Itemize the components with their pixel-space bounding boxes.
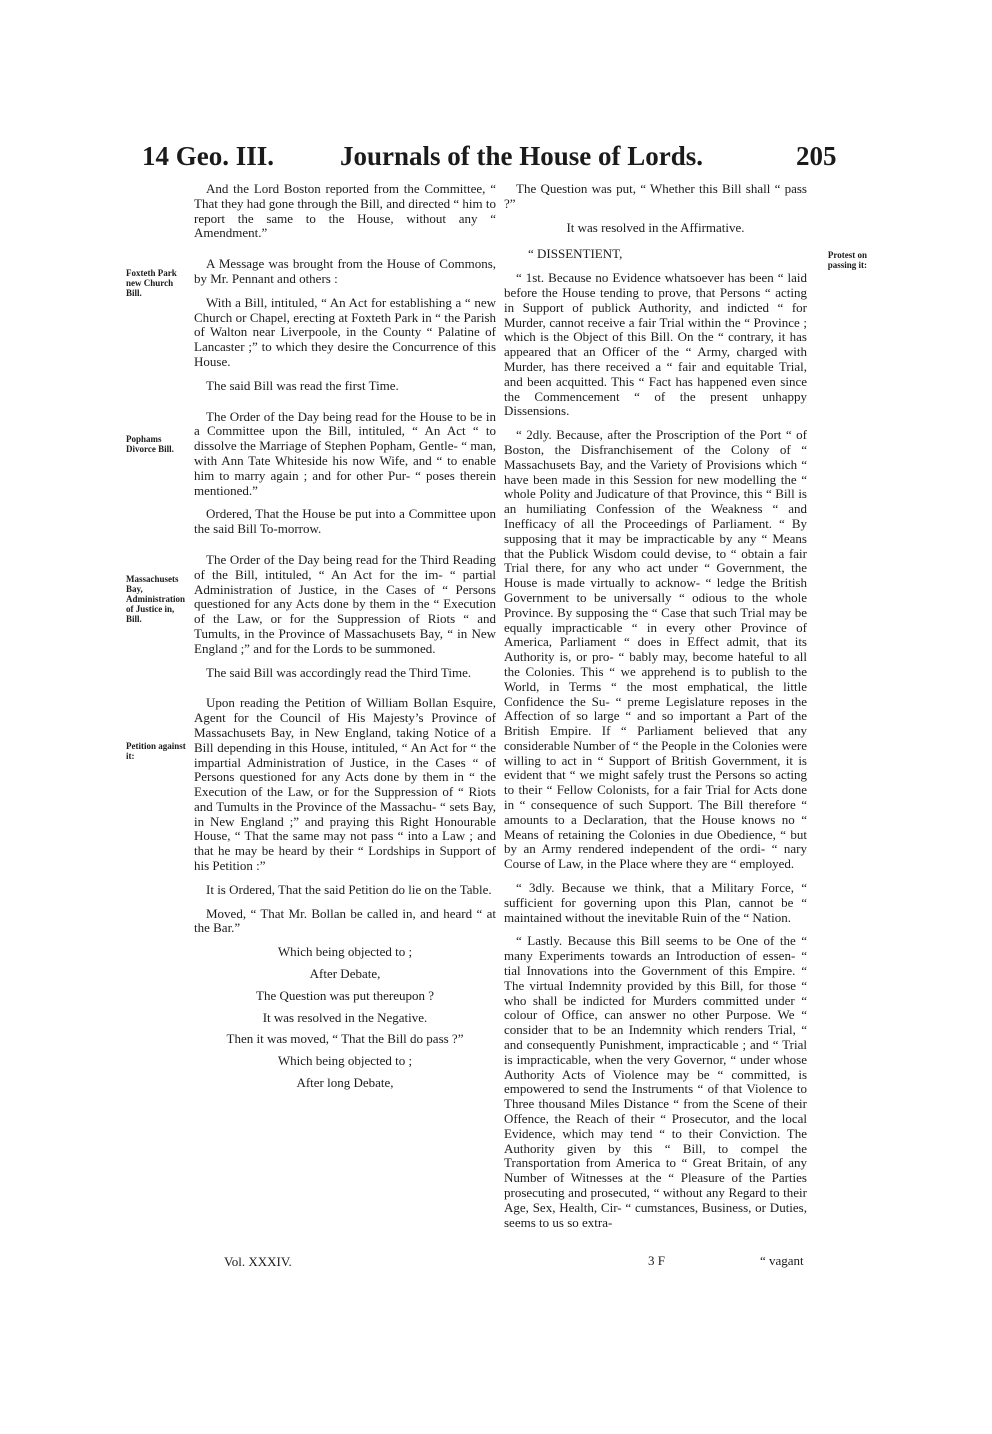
dissentient-heading: “ DISSENTIENT, — [528, 246, 623, 262]
left-line-12: Which being objected to ; — [277, 944, 413, 960]
margin-note-protest: Protest on passing it: — [827, 250, 867, 270]
left-para-3: With a Bill, intituled, “ An Act for establishing a “ new Church or Chapel, erecting at Foxteth Park in “ the Parish of Walton near Liverpoole, in the County “ Palatine of Lancaster ;” to which they desire the Concurrence of this House. — [194, 294, 496, 369]
footer-catchword: “ vagant — [760, 1253, 804, 1268]
left-para-10: It is Ordered, That the said Petition do lie on the Table. — [206, 881, 492, 897]
right-para-6: “ 3dly. Because we think, that a Military Force, “ sufficient for governing upon this Plan, cannot be “ maintained without the inevitable Ruin of the “ Nation. — [504, 880, 807, 925]
margin-note-petition: Petition against it: — [126, 741, 186, 761]
footer-signature: 3 F — [648, 1253, 665, 1268]
left-line-14: The Question was put thereupon ? — [256, 987, 434, 1003]
margin-note-popham: Pophams Divorce Bill. — [126, 434, 174, 454]
left-line-18: After long Debate, — [296, 1075, 394, 1091]
header-title: Journals of the House of Lords. — [340, 141, 704, 171]
left-line-16: Then it was moved, “ That the Bill do pass ?” — [226, 1031, 464, 1047]
left-line-13: After Debate, — [309, 966, 381, 982]
left-para-8: The said Bill was accordingly read the Third Time. — [206, 664, 472, 680]
footer-volume: Vol. XXXIV. — [224, 1254, 292, 1269]
margin-note-foxteth: Foxteth Park new Church Bill. — [126, 268, 177, 298]
left-para-7: The Order of the Day being read for the Third Reading of the Bill, intituled, “ An Act for the im- “ partial Administration of Justice, in the Cases of “ Persons questioned for any Acts done by them in the “ Execution of the Law, or for the Suppression of Riots “ and Tumults, in the Province of Massachusets Bay, “ in New England ;” and for the Lords to be summoned. — [194, 551, 496, 656]
left-para-1: And the Lord Boston reported from the Committee, “ That they had gone through the Bill, and directed “ him to report the same to the House, without any “ Amendment.” — [194, 181, 496, 241]
left-line-17: Which being objected to ; — [277, 1053, 413, 1069]
margin-note-massachusets: Massachusets Bay, Administration of Justice in, Bill. — [126, 574, 186, 624]
left-para-11: Moved, “ That Mr. Bollan be called in, and heard “ at the Bar.” — [194, 905, 496, 936]
left-para-2: A Message was brought from the House of Commons, by Mr. Pennant and others : — [194, 256, 496, 286]
left-para-4: The said Bill was read the first Time. — [206, 377, 399, 393]
right-line-2: It was resolved in the Affirmative. — [566, 219, 745, 235]
right-para-5: “ 2dly. Because, after the Proscription of the Port “ of Boston, the Disfranchisement of the Colony of “ Massachusets Bay, and the Variety of Provisions which “ have been made in this Session for new modelling the “ whole Polity and Judicature of that Province, this “ Bill is an humiliating Confession of the Weakness “ and Inefficacy of all the Proceedings of Parliament. “ By supposing that it may be impracticable by any “ Means that the Publick Wisdom could devise, to “ obtain a fair Trial there, for any who act under “ Government, the House is made virtually to acknow- “ ledge the British Government to be universally “ odious to the whole Province. By supposing the “ Case that such Trial may be equally impracticable “ in every other Province of America, Parliament “ does in Effect admit, that its Authority is, or pro- “ bably may, become hateful to all the Colonies. This “ we apprehend is to publish to the World, in Terms “ the most emphatical, the little Confidence the Su- “ preme Legislature reposes in the Affection of so large “ and so important a Part of the British Empire. If “ Parliament believed that any considerable Number of “ the People in the Colonies were willing to act in “ Support of British Government, it is evident that “ we might safely trust the Persons so acting to their “ Fellow Colonists, for a fair Trial for Acts done in “ consequence of such Support. The Bill therefore “ amounts to a Declaration, that the House knows no “ Means of retaining the Colonies in due Obedience, “ but by an Army rendered independent of the ordi- “ nary Course of Law, in the Place where they are “ employed. — [504, 427, 807, 872]
right-para-4: “ 1st. Because no Evidence whatsoever has been “ laid before the House tending to prove, that Persons “ acting in Support of publick Authority, and indicted “ for Murder, cannot receive a fair Trial within the “ Province ; which is the Object of this Bill. On the “ contrary, it has appeared that an Officer of the “ Army, charged with Murder, has there received a “ fair and equitable Trial, and been acquitted. This “ Fact has happened even since the Commencement “ of the present unhappy Dissensions. — [504, 270, 807, 419]
left-para-6: Ordered, That the House be put into a Committee upon the said Bill To-morrow. — [194, 506, 496, 537]
right-para-7: “ Lastly. Because this Bill seems to be One of the “ many Experiments towards an Introduction of essen- “ tial Innovations into the Government of this Empire. “ The virtual Indemnity provided by this Bill, for those “ who shall be indicted for Murders committed under “ colour of Office, can answer no other Purpose. We “ consider that to be an Indemnity which renders Trial, “ and consequently Punishment, impracticable ; and “ Trial is impracticable, when the very Governor, “ under whose Authority Acts of Violence may be “ committed, is empowered to send the Instruments “ of that Violence to Three thousand Miles Distance “ from the Scene of their Offence, the Reach of their “ Prosecutor, and the local Evidence, which may tend “ to their Conviction. The Authority given by this “ Bill, to compel the Transportation from America to “ Great Britain, of any Number of Witnesses at the “ Pleasure of the Parties prosecuting and prosecuted, “ without any Regard to their Age, Sex, Health, Cir- “ cumstances, Business, or Duties, seems to us so extra- — [504, 933, 807, 1230]
right-para-1: The Question was put, “ Whether this Bill shall “ pass ?” — [504, 181, 807, 211]
page-number: 205 — [796, 141, 837, 171]
left-line-15: It was resolved in the Negative. — [262, 1009, 428, 1025]
left-para-9: Upon reading the Petition of William Bollan Esquire, Agent for the Council of His Majesty’s Province of Massachusets Bay, in New England, taking Notice of a Bill depending in this House, intituled, “ An Act for “ the impartial Administration of Justice, in the Cases “ of Persons questioned for any Acts done by them in “ the Execution of the Law, or for the Suppression of “ Riots and Tumults in the Province of the Massachu- “ sets Bay, in New England ;” and praying this Right Honourable House, “ That the same may not pass “ into a Law ; and that he may be heard by their “ Lordships in Support of his Petition :” — [194, 695, 496, 874]
left-para-5: The Order of the Day being read for the House to be in a Committee upon the Bill, intituled, “ An Act “ to dissolve the Marriage of Stephen Popham, Gentle- “ man, with Ann Tate Whiteside his now Wife, and “ to enable him to marry again ; and for other Pur- “ poses therein mentioned.” — [194, 408, 496, 498]
header-regnal-year: 14 Geo. III. — [142, 141, 275, 171]
